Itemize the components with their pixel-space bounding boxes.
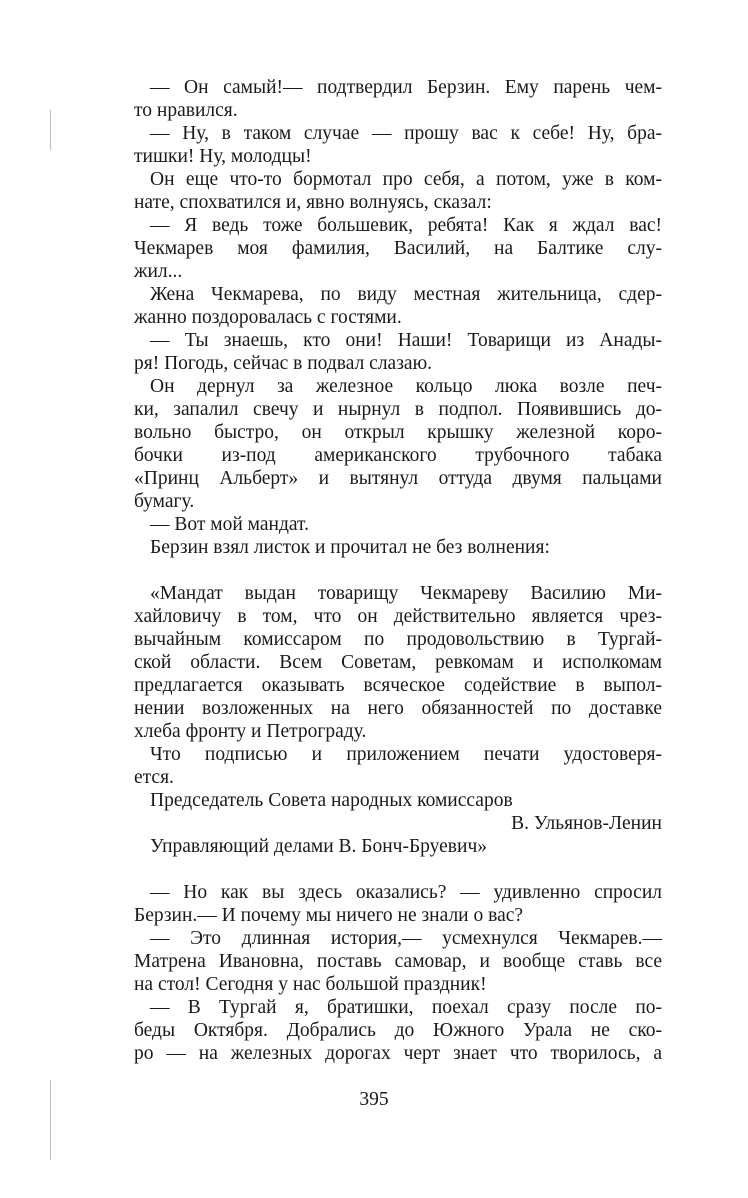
text-line: бумагу. bbox=[134, 491, 195, 512]
text-line: Чекмарев моя фамилия, Василий, на Балтике слу- bbox=[134, 238, 662, 259]
text-line: — Он самый!— подтвердил Берзин. Ему парень чем- bbox=[150, 77, 662, 98]
text-line: на стол! Сегодня у нас большой праздник! bbox=[134, 974, 487, 995]
text-line: — Ну, в таком случае — прошу вас к себе! Ну, бра- bbox=[150, 123, 662, 144]
text-line: — Вот мой мандат. bbox=[150, 514, 309, 535]
text-line: ря! Погодь, сейчас в подвал слазаю. bbox=[134, 353, 433, 374]
mandate-line: ется. bbox=[134, 767, 174, 788]
text-line: Берзин.— И почему мы ничего не знали о вас? bbox=[134, 905, 524, 926]
text-line: Матрена Ивановна, поставь самовар, и вообще ставь все bbox=[134, 951, 662, 972]
text-line: то нравился. bbox=[134, 100, 238, 121]
mandate-line: предлагается оказывать всяческое содействие в выпол- bbox=[134, 675, 662, 696]
text-line: нате, спохватился и, явно волнуясь, сказал: bbox=[134, 192, 492, 213]
mandate-line: Что подписью и приложением печати удостоверя- bbox=[150, 744, 662, 765]
text-line: — В Тургай я, братишки, поехал сразу после по- bbox=[150, 997, 662, 1018]
text-line: ки, запалил свечу и нырнул в подпол. Появившись до- bbox=[134, 399, 662, 420]
text-line: Он дернул за железное кольцо люка возле печ- bbox=[150, 376, 662, 397]
text-line: тишки! Ну, молодцы! bbox=[134, 146, 312, 167]
mandate-line: «Мандат выдан товарищу Чекмареву Василию Ми- bbox=[150, 583, 662, 604]
text-line: — Я ведь тоже большевик, ребята! Как я ждал вас! bbox=[150, 215, 662, 236]
signature-name: В. Ульянов-Ленин bbox=[511, 813, 662, 834]
text-line: «Принц Альберт» и вытянул оттуда двумя пальцами bbox=[134, 468, 662, 489]
text-line: жанно поздоровалась с гостями. bbox=[134, 307, 402, 328]
mandate-line: нении возложенных на него обязанностей по доставке bbox=[134, 698, 662, 719]
text-line: — Ты знаешь, кто они! Наши! Товарищи из Анады- bbox=[150, 330, 662, 351]
text-line: бочки из-под американского трубочного табака bbox=[134, 445, 662, 466]
text-line: беды Октября. Добрались до Южного Урала не ско- bbox=[134, 1020, 662, 1041]
text-line: Он еще что-то бормотал про себя, а потом, уже в ком- bbox=[150, 169, 662, 190]
text-line: Берзин взял листок и прочитал не без волнения: bbox=[150, 537, 550, 558]
margin-mark bbox=[50, 1080, 51, 1160]
mandate-line: ской области. Всем Советам, ревкомам и исполкомам bbox=[134, 652, 662, 673]
mandate-line: хлеба фронту и Петрограду. bbox=[134, 721, 367, 742]
signature-manager: Управляющий делами В. Бонч-Бруевич» bbox=[150, 836, 488, 857]
text-line: — Это длинная история,— усмехнулся Чекмарев.— bbox=[150, 928, 662, 949]
mandate-line: вычайным комиссаром по продовольствию в Тургай- bbox=[134, 629, 662, 650]
text-line: — Но как вы здесь оказались? — удивленно спросил bbox=[150, 882, 662, 903]
signature-title: Председатель Совета народных комиссаров bbox=[150, 790, 513, 811]
page-number: 395 bbox=[359, 1089, 389, 1110]
text-line: жил... bbox=[134, 261, 183, 282]
text-line: Жена Чекмарева, по виду местная жительница, сдер- bbox=[150, 284, 662, 305]
margin-mark bbox=[50, 110, 51, 150]
mandate-line: хайловичу в том, что он действительно является чрез- bbox=[134, 606, 662, 627]
text-line: ро — на железных дорогах черт знает что творилось, а bbox=[134, 1043, 662, 1064]
text-line: вольно быстро, он открыл крышку железной коро- bbox=[134, 422, 662, 443]
